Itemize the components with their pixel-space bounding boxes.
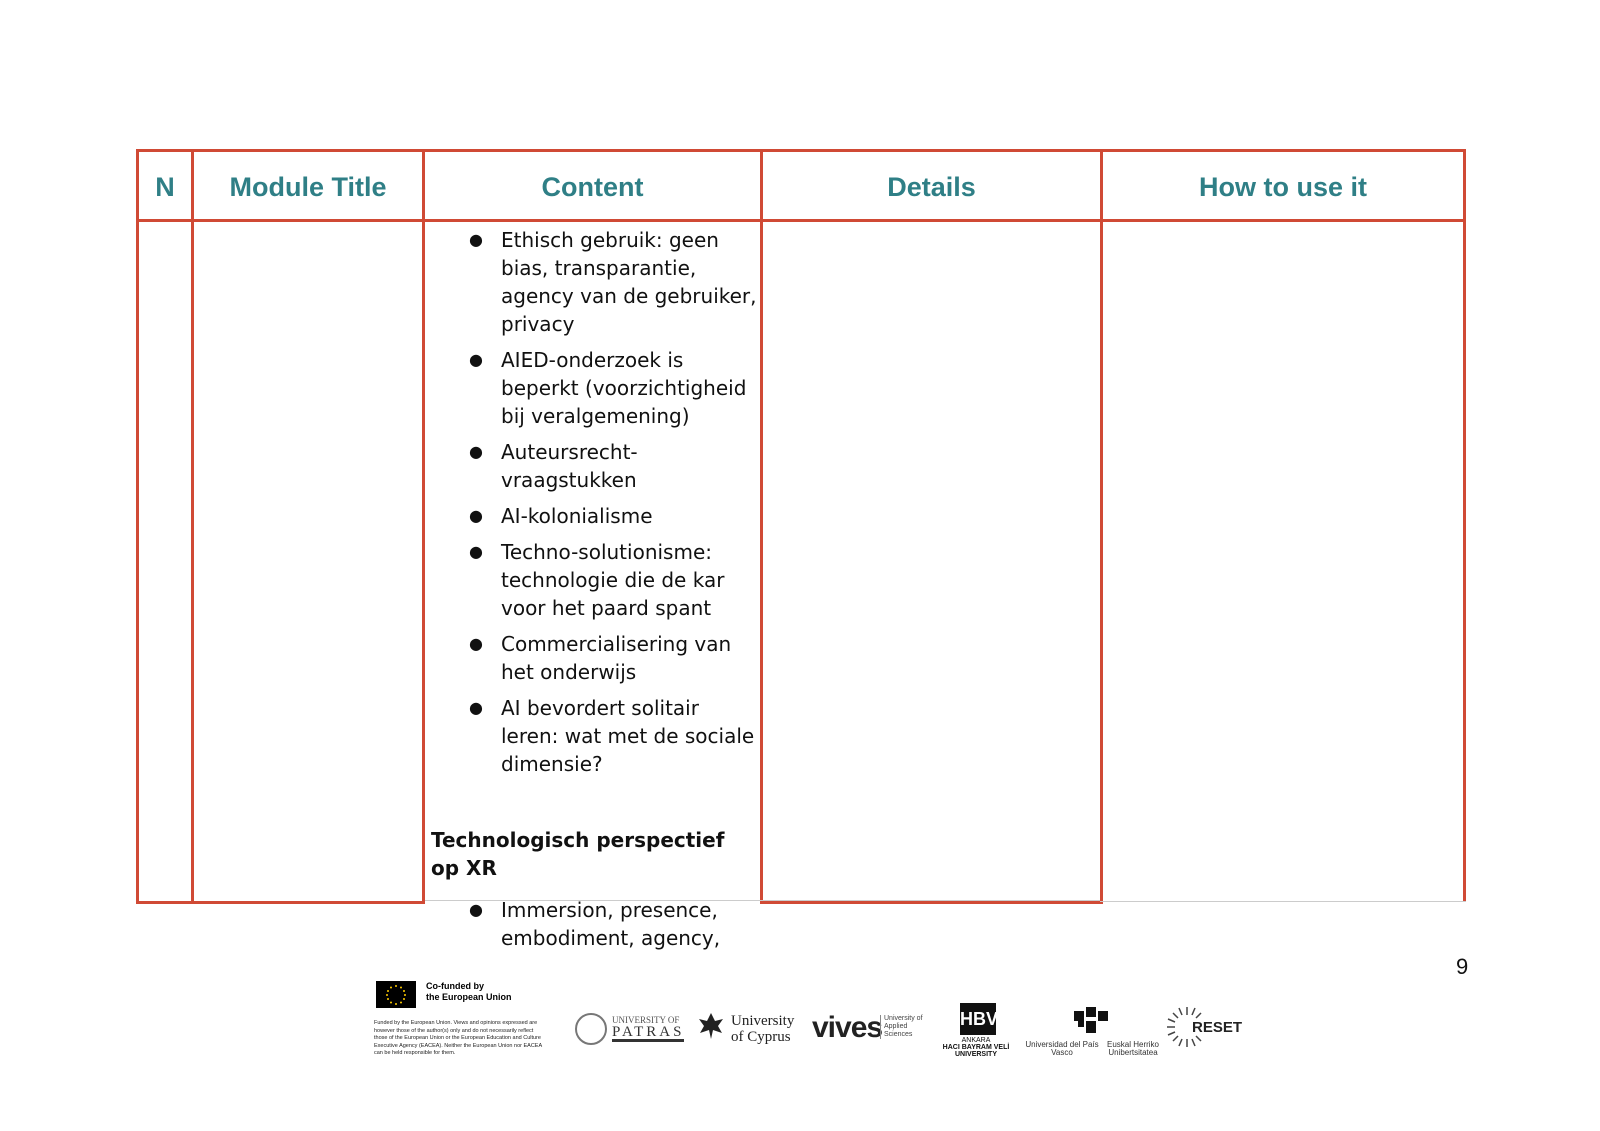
header-cell-n bbox=[136, 149, 194, 222]
eu-flag-icon bbox=[376, 981, 416, 1008]
header-how-to-use: How to use it bbox=[1199, 171, 1367, 202]
header-cell-details bbox=[760, 149, 1103, 222]
ehu-logo-text-eu: Euskal Herriko Unibertsitatea bbox=[1106, 1040, 1159, 1057]
ehu-logo-text-es: Universidad del País Vasco bbox=[1025, 1040, 1099, 1057]
header-cell-content bbox=[422, 149, 763, 222]
list-item: ● Commercialisering van het onderwijs bbox=[469, 632, 732, 684]
reset-logo-text: RESET bbox=[1192, 1019, 1243, 1036]
content-subheading: Technologisch perspectief op XR bbox=[431, 828, 725, 880]
patras-logo-line2: PATRAS bbox=[612, 1024, 685, 1040]
list-item: ● AI-kolonialisme bbox=[469, 504, 653, 528]
header-n: N bbox=[155, 171, 175, 202]
bullet-icon: ● bbox=[469, 634, 483, 653]
page-number: 9 bbox=[1456, 954, 1469, 979]
list-item: ● Immersion, presence, embodiment, agency, bbox=[469, 898, 721, 950]
bullet-icon: ● bbox=[469, 542, 483, 561]
header-cell-module-title bbox=[191, 149, 425, 222]
body-cell-n bbox=[136, 219, 194, 904]
header-module-title: Module Title bbox=[229, 171, 387, 202]
bullet-icon: ● bbox=[469, 900, 483, 919]
footer-logos bbox=[370, 975, 1250, 1085]
ehu-logo-icon bbox=[1070, 1005, 1110, 1035]
list-item: ● AIED-onderzoek is beperkt (voorzichtigheid bij veralgemening) bbox=[469, 348, 747, 428]
eu-disclaimer: Funded by the European Union. Views and opinions expressed are however those of the author(s) only and do not necessarily reflect those of the European Union or the European Education and Culture Executive Agency (EACEA). Neither the European Union nor EACEA can be held responsible for them. bbox=[374, 1020, 542, 1056]
list-item: ● Auteursrecht-vraagstukken bbox=[469, 440, 638, 492]
vives-logo-sub: University of Applied Sciences bbox=[880, 1015, 924, 1039]
bullet-icon: ● bbox=[469, 230, 483, 249]
list-item: ● Ethisch gebruik: geen bias, transparantie, agency van de gebruiker, privacy bbox=[469, 228, 757, 336]
header-cell-how-to-use bbox=[1100, 149, 1466, 222]
how-to-use-cell-bottom-border bbox=[1100, 901, 1466, 902]
patras-logo-line1: UNIVERSITY OF bbox=[612, 1015, 680, 1025]
patras-seal-icon bbox=[575, 1013, 607, 1045]
content-bullet-list-1 bbox=[431, 226, 757, 778]
list-item: ● AI bevordert solitair leren: wat met de sociale dimensie? bbox=[469, 696, 755, 776]
bullet-icon: ● bbox=[469, 698, 483, 717]
body-cell-how-to-use bbox=[1100, 219, 1466, 902]
cyprus-logo-icon bbox=[696, 1011, 726, 1041]
bullet-icon: ● bbox=[469, 506, 483, 525]
cyprus-logo-text: University of Cyprus bbox=[731, 1013, 795, 1045]
bullet-icon: ● bbox=[469, 442, 483, 461]
list-item: ● Techno-solutionisme: technologie die de kar voor het paard spant bbox=[469, 540, 725, 620]
hbv-logo: HBV bbox=[960, 1003, 996, 1035]
header-details: Details bbox=[887, 171, 976, 202]
bullet-icon: ● bbox=[469, 350, 483, 369]
eu-cofunded-title: Co-funded by the European Union bbox=[426, 981, 512, 1002]
hbv-logo-text: ANKARA HACI BAYRAM VELİ UNIVERSITY bbox=[942, 1037, 1010, 1058]
content-bullet-list-2 bbox=[431, 896, 757, 952]
body-cell-details bbox=[760, 219, 1103, 904]
body-cell-module-title bbox=[191, 219, 425, 904]
header-content: Content bbox=[541, 171, 644, 202]
content-cell-text bbox=[431, 226, 757, 960]
vives-logo: vives bbox=[812, 1011, 883, 1044]
